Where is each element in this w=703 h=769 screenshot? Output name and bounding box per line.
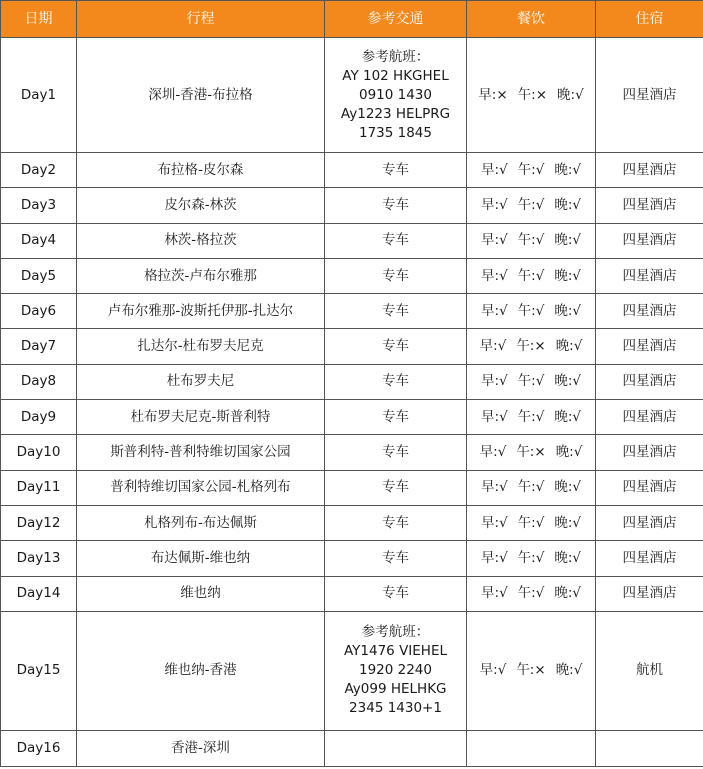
transport-cell: [325, 153, 467, 188]
table-row: [1, 730, 703, 766]
table-row: [1, 153, 703, 188]
route-cell: 杜布罗夫尼: [77, 364, 325, 399]
meal-status: 午:√: [517, 549, 545, 566]
hotel-cell: 四星酒店: [596, 258, 703, 293]
transport-cell: [325, 329, 467, 364]
transport-line: 参考航班：: [361, 48, 430, 65]
meals-cell: [467, 541, 596, 576]
meal-status: 晚:√: [554, 267, 581, 284]
hotel-cell: [596, 730, 703, 766]
header-row: [1, 1, 703, 38]
meal-status: 早:√: [479, 444, 507, 461]
day-cell: Day16: [1, 730, 77, 766]
table-row: [1, 505, 703, 540]
transport-line: 专车: [382, 549, 409, 566]
meal-status: 早:√: [479, 662, 507, 679]
day-cell: Day8: [1, 364, 77, 399]
table-row: [1, 435, 703, 470]
transport-line: Ay099 HELHKG: [344, 681, 447, 698]
meals-cell: [467, 611, 596, 730]
meal-status: 晚:√: [554, 585, 581, 602]
day-cell: Day5: [1, 258, 77, 293]
transport-cell: [325, 38, 467, 153]
route-cell: 格拉茨-卢布尔雅那: [77, 258, 325, 293]
transport-cell: [325, 188, 467, 223]
header-meals: 餐饮: [467, 1, 596, 38]
meal-status: 晚:√: [554, 161, 581, 178]
transport-line: 专车: [382, 338, 409, 355]
hotel-cell: 四星酒店: [596, 153, 703, 188]
day-cell: Day3: [1, 188, 77, 223]
transport-line: 专车: [382, 444, 409, 461]
hotel-cell: 四星酒店: [596, 435, 703, 470]
transport-cell: [325, 611, 467, 730]
meal-status: 晚:√: [555, 444, 583, 461]
meal-status: 早:√: [481, 196, 508, 213]
transport-line: 专车: [382, 302, 409, 319]
table-row: [1, 364, 703, 399]
transport-cell: [325, 400, 467, 435]
meals-cell: [467, 153, 596, 188]
meal-status: 午:√: [517, 161, 545, 178]
day-cell: Day9: [1, 400, 77, 435]
route-cell: 维也纳: [77, 576, 325, 611]
transport-cell: [325, 364, 467, 399]
meal-status: 午:√: [517, 267, 545, 284]
meals-cell: [467, 364, 596, 399]
route-cell: 深圳-香港-布拉格: [77, 38, 325, 153]
hotel-cell: 四星酒店: [596, 294, 703, 329]
day-cell: Day13: [1, 541, 77, 576]
meal-status: 早:×: [478, 86, 508, 103]
transport-line: 专车: [382, 373, 409, 390]
day-cell: Day12: [1, 505, 77, 540]
meal-status: 午:×: [516, 338, 546, 355]
meals-cell: [467, 400, 596, 435]
hotel-cell: 四星酒店: [596, 470, 703, 505]
meal-status: 早:√: [481, 302, 508, 319]
table-row: [1, 188, 703, 223]
transport-line: Ay1223 HELPRG: [340, 105, 451, 122]
hotel-cell: 四星酒店: [596, 38, 703, 153]
day-cell: Day2: [1, 153, 77, 188]
meals-cell: [467, 223, 596, 258]
header-date: 日期: [1, 1, 77, 38]
header-route: 行程: [77, 1, 325, 38]
transport-line: 专车: [382, 232, 409, 249]
day-cell: Day11: [1, 470, 77, 505]
transport-line: 专车: [382, 514, 409, 531]
meals-cell: [467, 188, 596, 223]
meal-status: 午:√: [517, 196, 545, 213]
itinerary-body: [1, 38, 703, 767]
meal-status: 晚:√: [555, 338, 583, 355]
transport-line: 专车: [382, 196, 409, 213]
meal-status: 晚:√: [554, 232, 581, 249]
day-cell: Day14: [1, 576, 77, 611]
meal-status: 早:√: [481, 161, 508, 178]
transport-line: 专车: [382, 161, 409, 178]
meal-status: 晚:√: [554, 373, 581, 390]
transport-line: 专车: [382, 479, 409, 496]
header-transport: 参考交通: [325, 1, 467, 38]
route-cell: 卢布尔雅那-波斯托伊那-扎达尔: [77, 294, 325, 329]
route-cell: 斯普利特-普利特维切国家公园: [77, 435, 325, 470]
table-row: [1, 470, 703, 505]
route-cell: 布拉格-皮尔森: [77, 153, 325, 188]
meal-status: 午:√: [517, 302, 545, 319]
transport-cell: [325, 294, 467, 329]
meal-status: 早:√: [481, 514, 508, 531]
meal-status: 早:√: [481, 267, 508, 284]
meal-status: 早:√: [481, 408, 508, 425]
meal-status: 早:√: [481, 373, 508, 390]
table-row: [1, 329, 703, 364]
meals-cell: [467, 435, 596, 470]
table-row: [1, 258, 703, 293]
table-row: [1, 541, 703, 576]
meal-status: 晚:√: [554, 549, 581, 566]
route-cell: 维也纳-香港: [77, 611, 325, 730]
meals-cell: [467, 258, 596, 293]
meal-status: 早:√: [481, 549, 508, 566]
day-cell: Day4: [1, 223, 77, 258]
meal-status: 晚:√: [554, 302, 581, 319]
table-row: [1, 576, 703, 611]
day-cell: Day10: [1, 435, 77, 470]
meal-status: 午:×: [517, 86, 548, 103]
table-row: [1, 223, 703, 258]
hotel-cell: 四星酒店: [596, 223, 703, 258]
day-cell: Day6: [1, 294, 77, 329]
transport-line: 专车: [382, 585, 409, 602]
transport-line: 0910 1430: [358, 86, 432, 103]
meal-status: 午:√: [517, 479, 545, 496]
meals-cell: [467, 730, 596, 766]
transport-cell: [325, 470, 467, 505]
meal-status: 晚:√: [554, 514, 581, 531]
transport-line: 专车: [382, 408, 409, 425]
table-row: [1, 294, 703, 329]
table-row: [1, 611, 703, 730]
transport-cell: [325, 730, 467, 766]
meal-status: 早:√: [481, 479, 508, 496]
meals-cell: [467, 576, 596, 611]
route-cell: 布达佩斯-维也纳: [77, 541, 325, 576]
hotel-cell: 四星酒店: [596, 400, 703, 435]
table-row: [1, 38, 703, 153]
meal-status: 午:√: [517, 585, 545, 602]
transport-cell: [325, 435, 467, 470]
meal-status: 午:√: [517, 373, 545, 390]
meal-status: 午:×: [516, 662, 546, 679]
meal-status: 晚:√: [554, 196, 581, 213]
meals-cell: [467, 329, 596, 364]
meals-cell: [467, 470, 596, 505]
route-cell: 普利特维切国家公园-札格列布: [77, 470, 325, 505]
hotel-cell: 四星酒店: [596, 541, 703, 576]
route-cell: 皮尔森-林茨: [77, 188, 325, 223]
meal-status: 午:√: [517, 514, 545, 531]
route-cell: 林茨-格拉茨: [77, 223, 325, 258]
hotel-cell: 四星酒店: [596, 576, 703, 611]
day-cell: Day7: [1, 329, 77, 364]
meal-status: 午:√: [517, 232, 545, 249]
meal-status: 午:×: [516, 444, 546, 461]
hotel-cell: 四星酒店: [596, 329, 703, 364]
meals-cell: [467, 294, 596, 329]
meal-status: 早:√: [481, 232, 508, 249]
hotel-cell: 航机: [596, 611, 703, 730]
meal-status: 早:√: [481, 585, 508, 602]
route-cell: 香港-深圳: [77, 730, 325, 766]
route-cell: 杜布罗夫尼克-斯普利特: [77, 400, 325, 435]
transport-line: 1920 2240: [358, 662, 432, 679]
transport-cell: [325, 223, 467, 258]
hotel-cell: 四星酒店: [596, 364, 703, 399]
meal-status: 晚:√: [557, 86, 584, 103]
hotel-cell: 四星酒店: [596, 505, 703, 540]
transport-cell: [325, 541, 467, 576]
transport-cell: [325, 258, 467, 293]
day-cell: Day1: [1, 38, 77, 153]
transport-line: AY1476 VIEHEL: [343, 643, 448, 660]
header-hotel: 住宿: [596, 1, 703, 38]
transport-line: AY 102 HKGHEL: [342, 67, 449, 84]
meal-status: 晚:√: [554, 479, 581, 496]
meal-status: 晚:√: [555, 662, 583, 679]
route-cell: 扎达尔-杜布罗夫尼克: [77, 329, 325, 364]
meals-cell: [467, 38, 596, 153]
meals-cell: [467, 505, 596, 540]
transport-cell: [325, 576, 467, 611]
transport-line: 2345 1430+1: [349, 700, 442, 717]
transport-line: 专车: [382, 267, 409, 284]
route-cell: 札格列布-布达佩斯: [77, 505, 325, 540]
transport-line: 参考航班：: [361, 624, 430, 641]
day-cell: Day15: [1, 611, 77, 730]
meal-status: 晚:√: [554, 408, 581, 425]
transport-cell: [325, 505, 467, 540]
table-row: [1, 400, 703, 435]
hotel-cell: 四星酒店: [596, 188, 703, 223]
meal-status: 早:√: [479, 338, 507, 355]
transport-line: 1735 1845: [358, 124, 432, 141]
meal-status: 午:√: [517, 408, 545, 425]
